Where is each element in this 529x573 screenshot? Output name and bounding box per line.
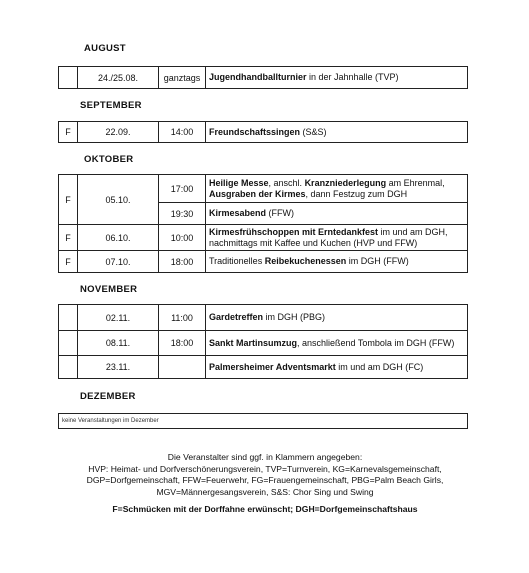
sub-row (158, 202, 467, 224)
august-table (58, 66, 468, 89)
date-cell: 02.11. (77, 305, 158, 330)
table-row (59, 305, 467, 330)
date-cell: 24./25.08. (77, 67, 158, 88)
organizer-legend (40, 452, 490, 516)
event-description (205, 175, 467, 202)
flag-cell: F (65, 232, 71, 243)
september-table (58, 121, 468, 143)
legend-line: MGV=Männergesangsverein, S&S: Chor Sing und Swing (156, 486, 374, 497)
time-cell (158, 356, 205, 378)
event-title: Kirmesabend (209, 208, 267, 218)
month-heading-august: AUGUST (84, 43, 126, 54)
flag-legend: F=Schmücken mit der Dorffahne erwünscht; DGH=Dorfgemeinschaftshaus (112, 504, 418, 515)
event-details: Traditionelles (209, 256, 265, 266)
dezember-table (58, 413, 468, 429)
event-description (205, 251, 467, 272)
event-title: Jugendhandballturnier (209, 72, 307, 82)
table-row (59, 250, 467, 272)
time-cell: 17:00 (158, 175, 205, 202)
event-details: in der Jahnhalle (TVP) (306, 72, 399, 82)
event-description (205, 305, 467, 330)
date-cell: 05.10. (77, 175, 158, 224)
month-heading-november: NOVEMBER (80, 284, 138, 295)
legend-line: DGP=Dorfgemeinschaft, FFW=Feuerwehr, FG=Frauengemeinschaft, PBG=Palm Beach Girls, (86, 475, 444, 486)
time-cell: 19:30 (158, 203, 205, 224)
event-details: , anschließend Tombola im DGH (FFW) (297, 337, 455, 348)
flag-cell: F (65, 127, 71, 137)
time-cell: 18:00 (158, 251, 205, 272)
date-cell: 23.11. (77, 356, 158, 378)
table-row (59, 355, 467, 378)
time-cell: 18:00 (158, 331, 205, 355)
table-row (59, 224, 467, 250)
time-cell: 11:00 (158, 305, 205, 330)
event-title: Kirmesfrühschoppen mit Erntedankfest (209, 226, 379, 237)
event-details: im DGH (PBG) (263, 312, 326, 322)
event-description (205, 225, 467, 250)
november-table (58, 304, 468, 379)
legend-line: HVP: Heimat- und Dorfverschönerungsverein, TVP=Turnverein, KG=Karnevalsgemeinschaft, (88, 463, 442, 474)
event-description (205, 122, 467, 142)
event-title: Freundschaftssingen (209, 126, 301, 137)
date-cell: 08.11. (77, 331, 158, 355)
month-heading-oktober: OKTOBER (84, 154, 134, 165)
event-title: Sankt Martinsumzug (209, 337, 298, 348)
flag-cell (59, 331, 77, 355)
event-details: am Ehrenmal, (386, 177, 445, 188)
event-details: , anschl. (268, 177, 305, 188)
oktober-table (58, 174, 468, 273)
event-title: Gardetreffen (209, 312, 264, 322)
table-row (59, 122, 467, 142)
flag-cell: F (65, 256, 71, 267)
event-title: Kranzniederlegung (304, 177, 387, 188)
event-title: Heilige Messe (209, 177, 269, 188)
time-cell: 10:00 (158, 225, 205, 250)
flag-cell: F (65, 194, 71, 205)
event-title: Ausgraben der Kirmes (209, 188, 306, 199)
table-row (59, 67, 467, 88)
flag-cell (59, 305, 77, 330)
no-events-note: keine Veranstaltungen im Dezember (62, 418, 159, 424)
event-details: (FFW) (266, 208, 295, 218)
month-heading-dezember: DEZEMBER (80, 391, 136, 402)
month-heading-september: SEPTEMBER (80, 100, 142, 111)
legend-intro: Die Veranstalter sind ggf. in Klammern angegeben: (167, 452, 363, 462)
event-description (205, 67, 467, 88)
event-description (205, 356, 467, 378)
event-details: , dann Festzug zum DGH (305, 188, 408, 199)
date-cell: 06.10. (77, 225, 158, 250)
sub-row (158, 175, 467, 202)
event-details: (S&S) (300, 126, 327, 137)
table-row (59, 330, 467, 355)
flag-cell (59, 356, 77, 378)
event-description (205, 331, 467, 355)
time-cell: 14:00 (158, 122, 205, 142)
date-cell: 22.09. (77, 122, 158, 142)
date-cell: 07.10. (77, 251, 158, 272)
event-title: Reibekuchenessen (264, 256, 347, 266)
table-row (59, 175, 467, 224)
event-details: im und am DGH (FC) (335, 361, 424, 372)
event-description (205, 203, 467, 224)
time-cell: ganztags (158, 67, 205, 88)
event-details: im und am DGH, nachmittags mit Kaffee und Kuchen (HVP und FFW) (209, 226, 448, 248)
event-details: im DGH (FFW) (346, 256, 409, 266)
event-title: Palmersheimer Adventsmarkt (209, 361, 336, 372)
flag-cell (59, 67, 77, 88)
